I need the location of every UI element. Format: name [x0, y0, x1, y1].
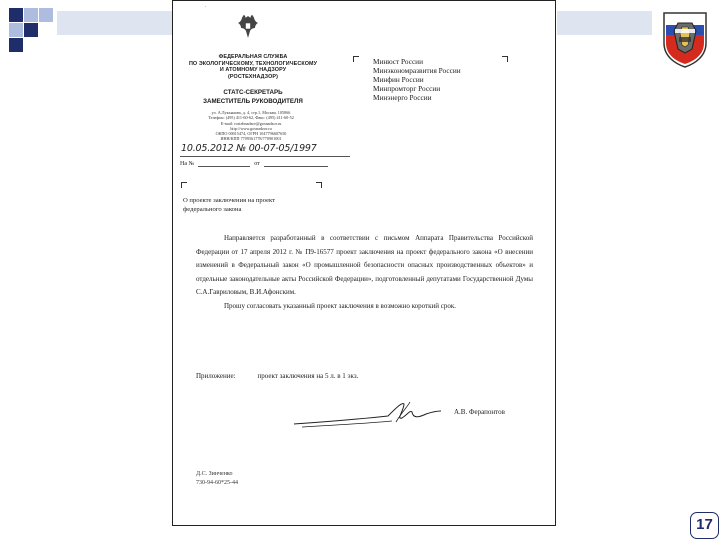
rostekhnadzor-shield-icon [660, 9, 710, 69]
recipient: Минфин России [373, 75, 424, 85]
executor-info [196, 470, 238, 487]
subject-text: федерального закона [183, 205, 242, 213]
address-corner-mark [353, 56, 359, 62]
agency-name [178, 54, 328, 80]
decor-square [9, 8, 23, 22]
agency-line: ФЕДЕРАЛЬНАЯ СЛУЖБА [218, 54, 288, 60]
attachment-value: проект заключения на 5 л. в 1 экз. [257, 372, 359, 380]
blank-field [198, 166, 250, 167]
registration-handwritten: 10.05.2012 № 00-07-05/1997 [181, 143, 317, 154]
contact-details [186, 110, 316, 142]
attachment-label: Приложение: [196, 372, 236, 380]
position-line: ЗАМЕСТИТЕЛЬ РУКОВОДИТЕЛЯ [203, 97, 303, 105]
recipient: Минэкономразвития России [373, 66, 461, 76]
contact-line: ул. А.Лукьянова, д. 4, стр.1, Москва, 105066 [211, 110, 291, 115]
attachment-line [196, 372, 358, 380]
contact-line: E-mail: rostehnadzor@gosnadzor.ru [220, 120, 282, 126]
agency-line: ПО ЭКОЛОГИЧЕСКОМУ, ТЕХНОЛОГИЧЕСКОМУ [188, 60, 318, 67]
reference-number-line [180, 161, 332, 167]
reference-from-label: от [254, 161, 260, 167]
letter-body [196, 232, 533, 314]
executor-name: Д.С. Зинченко [196, 471, 233, 477]
subject-corner-mark [181, 182, 187, 188]
contact-line: Телефон: (495) 411-60-62, Факс: (495) 411-60-52 [208, 115, 294, 121]
contact-line: ИНН/КПП 7709561778/770901001 [220, 136, 282, 142]
blank-field [264, 166, 328, 167]
body-paragraph: Направляется разработанный в соответствии с письмом Аппарата Правительства Российской Федерации от 17 апреля 2012 г. № П9-16577 проект заключения на проект федерального закона «О внесении изменений в Федеральный закон «О промышленной безопасности опасных производственных объектов» и отдельные законодательные акты Российской Федерации», подготовленный депутатами Государственной Думы С.А.Гавриловым, В.И.Афонским. [196, 234, 533, 297]
address-corner-mark [502, 56, 508, 62]
reference-no-label: На № [180, 161, 195, 167]
subject-corner-mark [316, 182, 322, 188]
russian-eagle-crest-icon [237, 14, 259, 40]
subject-text: О проекте заключения на проект [183, 197, 276, 204]
position-line: СТАТС-СЕКРЕТАРЬ [223, 89, 283, 96]
decor-square [9, 38, 23, 52]
decor-square [24, 23, 38, 37]
recipient: Минюст России [373, 57, 423, 66]
handwritten-signature [292, 398, 442, 430]
recipients-block [373, 57, 493, 102]
contact-line: http://www.gosnadzor.ru [230, 125, 272, 131]
recipient: Минэнерго России [373, 93, 432, 103]
decor-bar-right [557, 11, 652, 35]
registration-rule [180, 156, 350, 157]
decor-bar-left [57, 11, 172, 35]
executor-phone: 730-94-60*25-44 [196, 479, 238, 486]
recipient: Минпромторг России [373, 84, 441, 94]
contact-line: ОКПО 00015474, ОГРН 1047796607650 [215, 131, 287, 137]
subject-line [183, 197, 303, 214]
agency-line: (РОСТЕХНАДЗОР) [228, 73, 278, 80]
slide-page-number: 17 [690, 512, 719, 539]
page-top-mark: . [205, 3, 207, 9]
decor-square [9, 23, 23, 37]
signer-name: А.В. Ферапонтов [454, 408, 505, 416]
agency-line: И АТОМНОМУ НАДЗОРУ [219, 67, 287, 74]
decor-square [39, 8, 53, 22]
official-position [178, 89, 328, 106]
decor-square [24, 8, 38, 22]
body-paragraph: Прошу согласовать указанный проект заключения в возможно короткий срок. [224, 301, 456, 310]
